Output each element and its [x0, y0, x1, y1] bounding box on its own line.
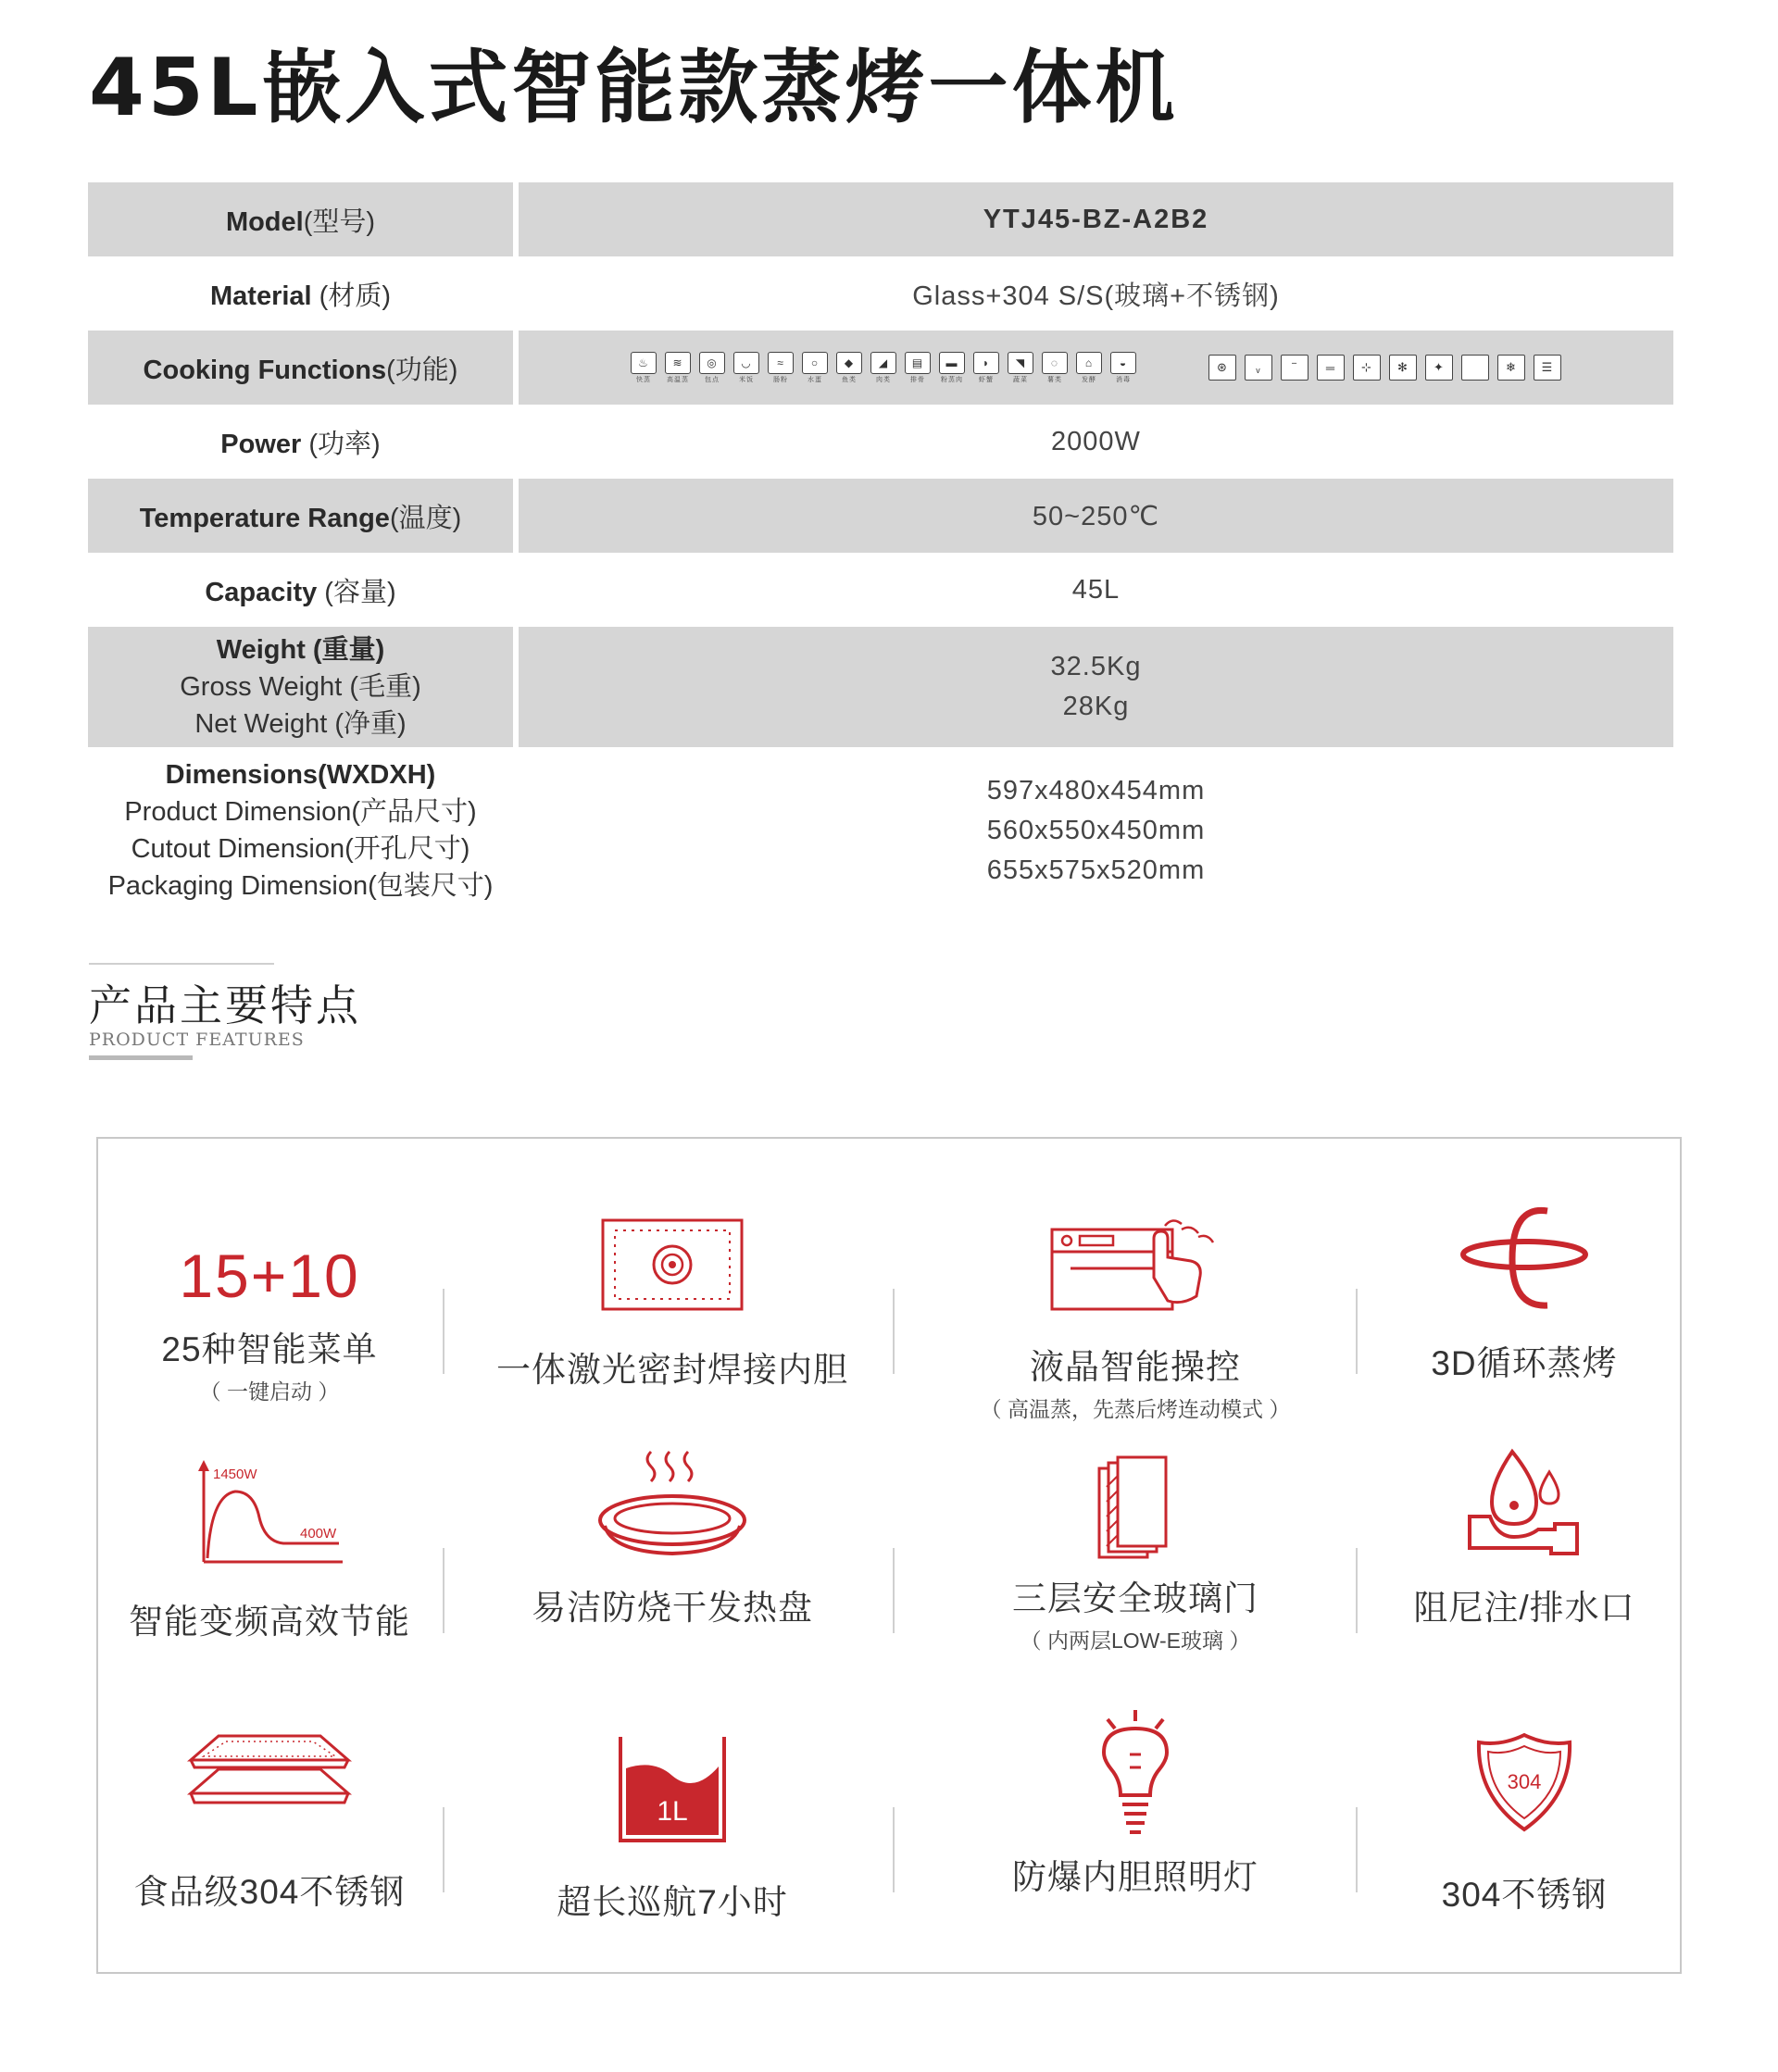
upper-lower-icon: ═ [1317, 355, 1345, 381]
oven-liner-icon [600, 1217, 745, 1312]
noodle-icon: ≈ 肠粉 [768, 352, 794, 384]
ferment-icon: ⌂ 发酵 [1076, 352, 1102, 384]
features-heading: 产品主要特点 [89, 981, 361, 1030]
spec-label-material: Material (材质) [210, 281, 391, 311]
feature-smart-menu: 15+10 25种智能菜单 （ 一键启动 ） [161, 1242, 378, 1404]
blank-icon [1461, 355, 1489, 381]
baking-tray-icon [182, 1727, 357, 1819]
power-high-label: 1450W [213, 1467, 257, 1482]
heading-divider [89, 963, 274, 965]
water-drop-icon [1464, 1444, 1584, 1565]
feature-3d-circulation: 3D循环蒸烤 [1385, 1204, 1663, 1385]
spec-label-model: Model(型号) [88, 182, 513, 256]
rice-icon: ◡ 米饭 [733, 352, 759, 384]
feature-laser-liner: 一体激光密封焊接内胆 [469, 1217, 876, 1392]
spec-row-power [88, 405, 1673, 479]
defrost-icon: ❄ [1497, 355, 1525, 381]
touch-control-icon [1043, 1213, 1228, 1315]
spec-label-cooking: Cooking Functions(功能) [88, 331, 513, 405]
spec-value-material: Glass+304 S/S(玻璃+不锈钢) [912, 281, 1280, 311]
spec-label-power: Power (功率) [220, 429, 381, 459]
pork-icon: ▬ 粉蒸肉 [939, 352, 965, 384]
ribs-icon: ▤ 排骨 [905, 352, 931, 384]
feature-lamp: 防爆内胆照明灯 [932, 1708, 1339, 1899]
vegetable-icon: ◥ 蔬菜 [1008, 352, 1033, 384]
feature-drain: 阻尼注/排水口 [1385, 1444, 1663, 1629]
heading-underline [89, 1055, 193, 1060]
spec-table [88, 182, 1673, 914]
feature-food-grade-steel: 食品级304不锈钢 [117, 1727, 422, 1914]
feature-heating-plate: 易洁防烧干发热盘 [469, 1444, 876, 1629]
water-tank-icon [617, 1731, 728, 1846]
bun-icon: ◎ 包点 [699, 352, 725, 384]
steam-grill-icon: ☰ [1534, 355, 1561, 381]
steam-icon: ≋ 高温蒸 [665, 352, 691, 384]
spec-value-model: YTJ45-BZ-A2B2 [519, 182, 1673, 256]
spec-label-dimensions: Dimensions(WXDXH) Product Dimension(产品尺寸) Cutout Dimension(开孔尺寸) Packaging Dimension(包装尺寸) [107, 760, 494, 901]
feature-inverter: 1450W 400W 智能变频高效节能 [117, 1458, 422, 1643]
top-heat-icon: ‾ [1281, 355, 1308, 381]
star-icon: ✦ [1425, 355, 1453, 381]
spec-value-power: 2000W [1051, 426, 1141, 456]
shield-badge-icon [1473, 1731, 1575, 1833]
spec-row-model [88, 182, 1673, 256]
spec-label-capacity: Capacity (容量) [205, 577, 396, 607]
fish-icon: ◆ 鱼类 [836, 352, 862, 384]
heating-plate-icon [594, 1444, 751, 1565]
potato-icon: ◌ 薯类 [1042, 352, 1068, 384]
disinfect-icon: ◒ 消毒 [1110, 352, 1136, 384]
shrimp-icon: ◗ 虾蟹 [973, 352, 999, 384]
grill-fan-icon: ⊹ [1353, 355, 1381, 381]
page-title: 45L嵌入式智能款蒸烤一体机 [89, 42, 1179, 134]
meat-icon: ◢ 肉类 [870, 352, 896, 384]
tank-capacity: 1L [657, 1796, 688, 1827]
features-subheading: PRODUCT FEATURES [89, 1030, 305, 1050]
spec-value-temperature: 50~250℃ [519, 479, 1673, 553]
fan-heat-icon: ✻ [1389, 355, 1417, 381]
feature-water-tank: 1L 超长巡航7小时 [469, 1731, 876, 1924]
spec-value-weight: 32.5Kg 28Kg [519, 627, 1673, 747]
spec-label-weight: Weight (重量) Gross Weight (毛重) Net Weight (净重) [88, 627, 513, 747]
spec-label-temperature: Temperature Range(温度) [88, 479, 513, 553]
spec-value-capacity: 45L [1071, 574, 1121, 605]
pot-icon: ♨ 快蒸 [631, 352, 657, 384]
spec-value-dimensions: 597x480x454mm 560x550x450mm 655x575x520mm [986, 775, 1206, 885]
function-icons [519, 331, 1673, 405]
power-low-label: 400W [300, 1526, 337, 1542]
feature-lcd-control: 液晶智能操控 （ 高温蒸，先蒸后烤连动模式 ） [932, 1213, 1339, 1423]
spec-row-dimensions [88, 747, 1673, 914]
spec-row-material [88, 256, 1673, 331]
menu-count: 15+10 [179, 1242, 360, 1310]
feature-glass-door: 三层安全玻璃门 （ 内两层LOW-E玻璃 ） [932, 1454, 1339, 1654]
spec-row-weight [88, 627, 1673, 747]
spec-row-cooking-functions [88, 331, 1673, 405]
glass-layers-icon [1094, 1454, 1177, 1561]
rotation-icon [1455, 1204, 1594, 1315]
egg-icon: ○ 水蛋 [802, 352, 828, 384]
fan-icon: ⊛ [1208, 355, 1236, 381]
feature-304-steel: 304 304不锈钢 [1385, 1731, 1663, 1916]
spec-row-capacity [88, 553, 1673, 627]
features-panel [96, 1137, 1682, 1974]
spec-row-temperature [88, 479, 1673, 553]
top-grill-icon: ᵥ [1245, 355, 1272, 381]
power-curve-icon [191, 1458, 348, 1569]
badge-text: 304 [1507, 1770, 1542, 1793]
light-bulb-icon [1089, 1708, 1182, 1838]
